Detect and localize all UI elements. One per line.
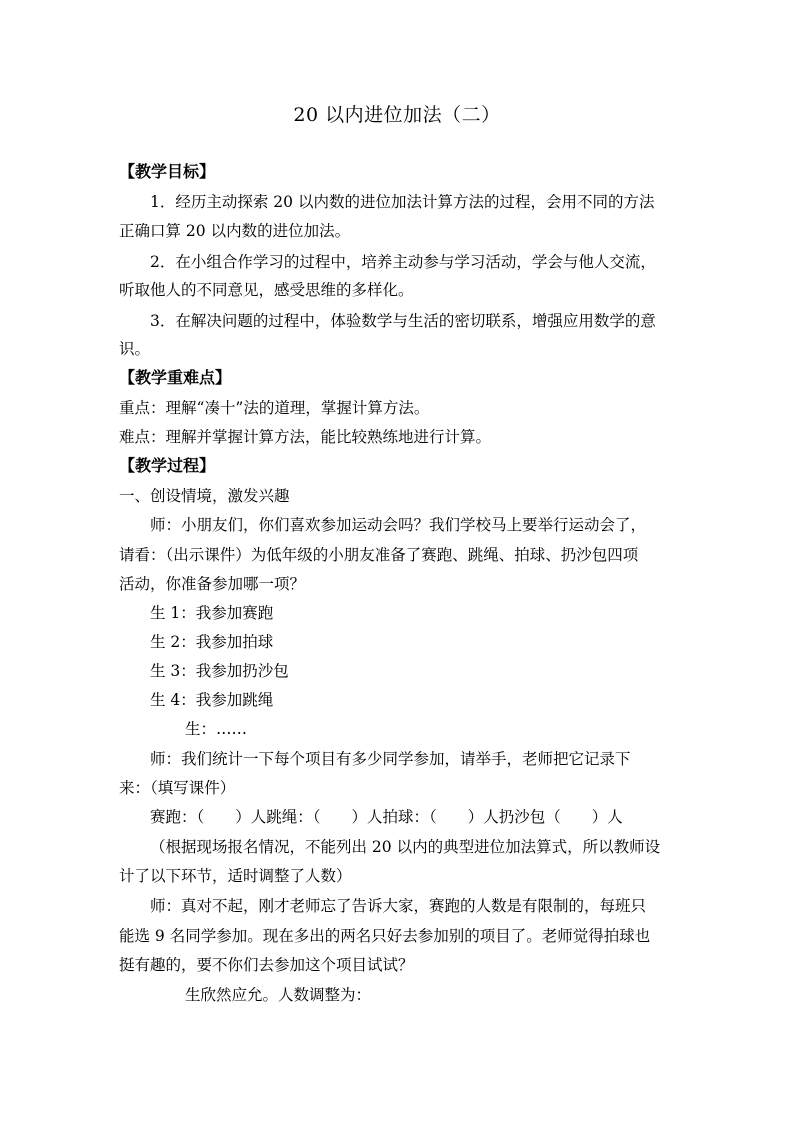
goal-2-line-1: 2．在小组合作学习的过程中，培养主动参与学习活动，学会与他人交流， [150,253,656,271]
part-1-heading: 一、创设情境，激发兴趣 [119,487,290,505]
teacher-speech-1-line-2: 请看：（出示课件）为低年级的小朋友准备了赛跑、跳绳、拍球、扔沙包四项 [119,546,639,564]
teacher-speech-1-line-1: 师：小朋友们，你们喜欢参加运动会吗？我们学校马上要举行运动会了， [150,516,647,534]
signup-fill-line: 赛跑：（ ）人跳绳：（ ）人拍球：（ ）人扔沙包（ ）人 [150,808,623,826]
student-reply-3: 生 3：我参加扔沙包 [150,662,289,680]
difficult-point-text: 难点：理解并掌握计算方法，能比较熟练地进行计算。 [119,428,492,446]
teacher-speech-3-line-3: 挺有趣的，要不你们去参加这个项目试试？ [119,956,414,974]
teacher-speech-1-line-3: 活动，你准备参加哪一项？ [119,575,306,593]
goal-2-line-2: 听取他人的不同意见，感受思维的多样化。 [119,281,414,299]
teacher-speech-3-line-1: 师：真对不起，刚才老师忘了告诉大家，赛跑的人数是有限制的，每班只 [150,897,647,915]
teacher-note-line-2: 计了以下环节，适时调整了人数） [119,867,352,885]
student-reply-4: 生 4：我参加跳绳 [150,691,274,709]
student-response-line: 生欣然应允。人数调整为： [185,986,372,1004]
document-title: 20 以内进位加法（二） [293,104,501,126]
section-heading-process: 【教学过程】 [119,456,216,475]
section-heading-key-points: 【教学重难点】 [119,368,232,387]
teacher-speech-3-line-2: 能选 9 名同学参加。现在多出的两名只好去参加别的项目了。老师觉得拍球也 [119,927,651,945]
key-point-text: 重点：理解“凑十”法的道理，掌握计算方法。 [119,399,430,417]
goal-1-line-1: 1．经历主动探索 20 以内数的进位加法计算方法的过程，会用不同的方法 [150,193,655,211]
student-reply-2: 生 2：我参加拍球 [150,633,274,651]
teacher-speech-2-line-2: 来：（填写课件） [119,779,236,797]
student-reply-more: 生：…… [185,720,248,738]
student-reply-1: 生 1：我参加赛跑 [150,604,274,622]
teacher-speech-2-line-1: 师：我们统计一下每个项目有多少同学参加，请举手，老师把它记录下 [150,750,631,768]
section-heading-goals: 【教学目标】 [119,162,216,181]
teacher-note-line-1: （根据现场报名情况，不能列出 20 以内的典型进位加法算式，所以教师设 [150,838,661,856]
goal-3-line-1: 3．在解决问题的过程中，体验数学与生活的密切联系，增强应用数学的意 [150,312,656,330]
goal-3-line-2: 识。 [119,340,151,358]
goal-1-line-2: 正确口算 20 以内数的进位加法。 [119,222,351,240]
